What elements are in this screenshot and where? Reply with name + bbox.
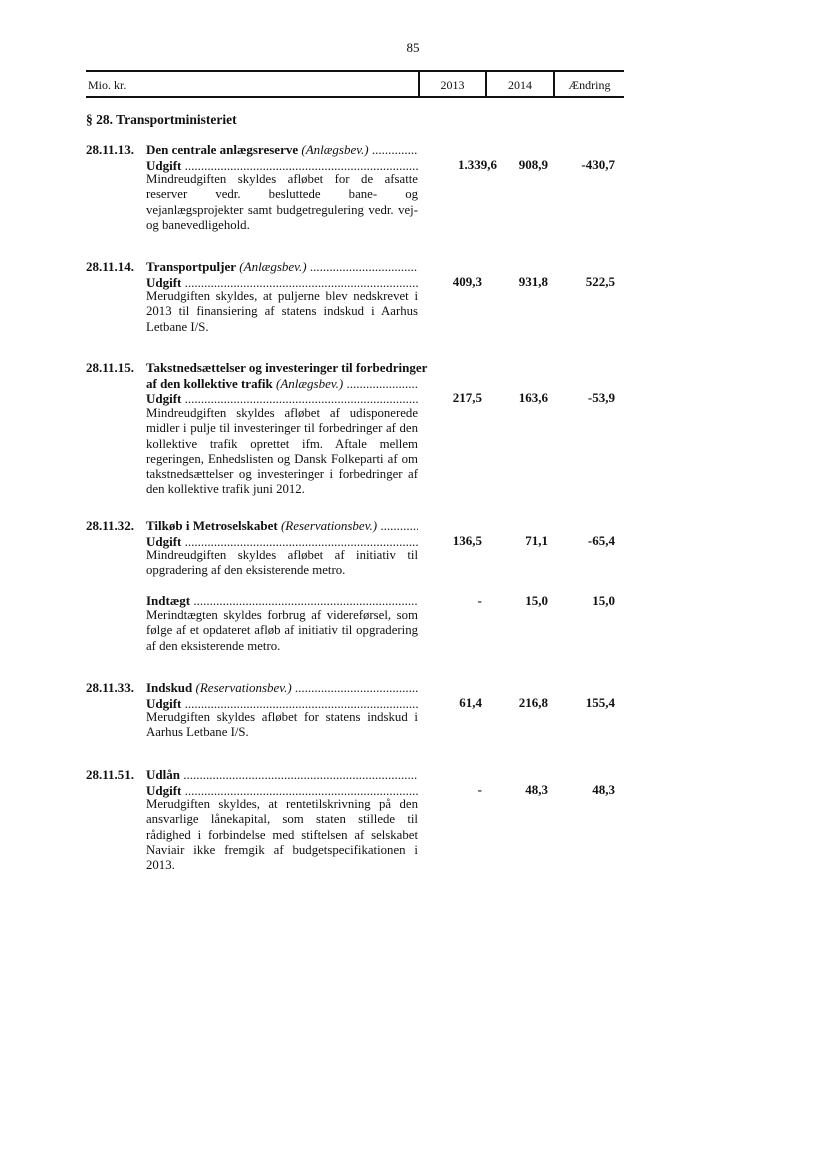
value-change: 522,5 [585,274,615,289]
entry-title [146,680,418,711]
account-code: 28.11.51. [86,767,135,782]
account-code: 28.11.13. [86,142,135,157]
value-change: 48,3 [592,782,615,797]
value-2014: 216,8 [518,695,548,710]
line-label: Udgift [146,274,182,290]
section-title: § 28. Transportministeriet [86,112,237,127]
value-change: -53,9 [587,390,615,405]
appropriation-type: (Anlægsbev.) [239,259,307,274]
entry-title-text: Tilkøb i Metroselskabet [146,518,278,533]
appropriation-type: (Reservationsbev.) [195,680,292,695]
value-2013: 1.339,6 [458,157,497,172]
income-value-change: 15,0 [592,593,615,608]
page-number: 85 [406,40,420,55]
value-2013: 409,3 [452,274,482,289]
entry-title [146,518,418,549]
appropriation-type: (Reservationsbev.) [280,518,378,533]
appropriation-type: (Anlægsbev.) [276,375,344,391]
value-2014: 48,3 [525,782,548,797]
entry-explanation: Merudgiften skyldes, at puljerne blev nedskrevet i 2013 til finansiering af statens indskud i Aarhus Letbane I/S. [146,289,418,334]
entry-explanation: Mindreudgiften skyldes afløbet af udisponerede midler i pulje til investeringer til forbedringer af den kollektive trafik oprettet ifm. Aftale mellem regeringen, Enhedslisten og Dansk Folkeparti af om takstnedsættelser og investeringer i forbedringer af den kollektive trafik juni 2012. [146,406,418,497]
value-2013: 61,4 [459,695,482,710]
entry-explanation: Merudgiften skyldes, at rentetilskrivning på den ansvarlige lånekapital, som staten stillede til rådighed i forbindelse med stiftelsen af selskabet Naviair ikke fremgik af budgetspecifikationen i 2013. [146,797,418,873]
value-2014: 71,1 [525,533,548,548]
header-top-rule [86,70,624,72]
line-label: Udgift [146,157,182,173]
entry-title-text: Den centrale anlægsreserve [146,142,299,157]
entry-title [146,360,446,376]
entry-explanation: Mindreudgiften skyldes afløbet af initiativ til opgradering af den eksisterende metro. [146,548,418,578]
entry-title-continued [146,376,418,407]
entry-explanation: Merudgiften skyldes afløbet for statens indskud i Aarhus Letbane I/S. [146,710,418,740]
account-code: 28.11.14. [86,259,135,274]
value-2013: 217,5 [452,390,482,405]
income-line [146,593,418,609]
income-value-2013: - [477,593,482,608]
entry-title [146,259,418,290]
entry-title [146,142,418,173]
line-label: Udgift [146,695,182,711]
entry-title-text: Udlån [146,767,180,782]
unit-label: Mio. kr. [88,78,127,92]
account-code: 28.11.32. [86,518,135,533]
entry-title-text: Indskud [146,680,193,695]
line-label: Udgift [146,782,182,798]
entry-title-text: af den kollektive trafik [146,375,273,391]
header-bottom-rule [86,96,624,98]
line-label: Udgift [146,391,182,406]
value-2014: 931,8 [518,274,548,289]
entry-title-text: Takstnedsættelser og investeringer til forbedringer [146,360,428,375]
line-label: Indtægt [146,593,191,608]
line-label: Udgift [146,533,182,549]
account-code: 28.11.15. [86,360,135,375]
value-2014: 163,6 [518,390,548,405]
year-2013-header: 2013 [440,78,465,92]
entry-title [146,767,418,798]
change-header: Ændring [568,78,611,92]
appropriation-type: (Anlægsbev.) [301,142,369,157]
value-change: 155,4 [585,695,615,710]
value-change: -65,4 [587,533,615,548]
value-change: -430,7 [581,157,615,172]
value-2013: 136,5 [452,533,482,548]
value-2013: - [477,782,482,797]
income-value-2014: 15,0 [525,593,548,608]
account-code: 28.11.33. [86,680,135,695]
entry-explanation: Mindreudgiften skyldes afløbet for de afsatte reserver vedr. besluttede bane- og vejanlægsprojekter samt budgetregulering vedr. vej- og banevedligehold. [146,172,418,232]
value-2014: 908,9 [518,157,548,172]
entry-title-text: Transportpuljer [146,259,237,274]
income-explanation: Merindtægten skyldes forbrug af videreførsel, som følge af et opdateret afløb af initiativ til opgradering af den eksisterende metro. [146,608,418,653]
year-2014-header: 2014 [508,78,532,92]
